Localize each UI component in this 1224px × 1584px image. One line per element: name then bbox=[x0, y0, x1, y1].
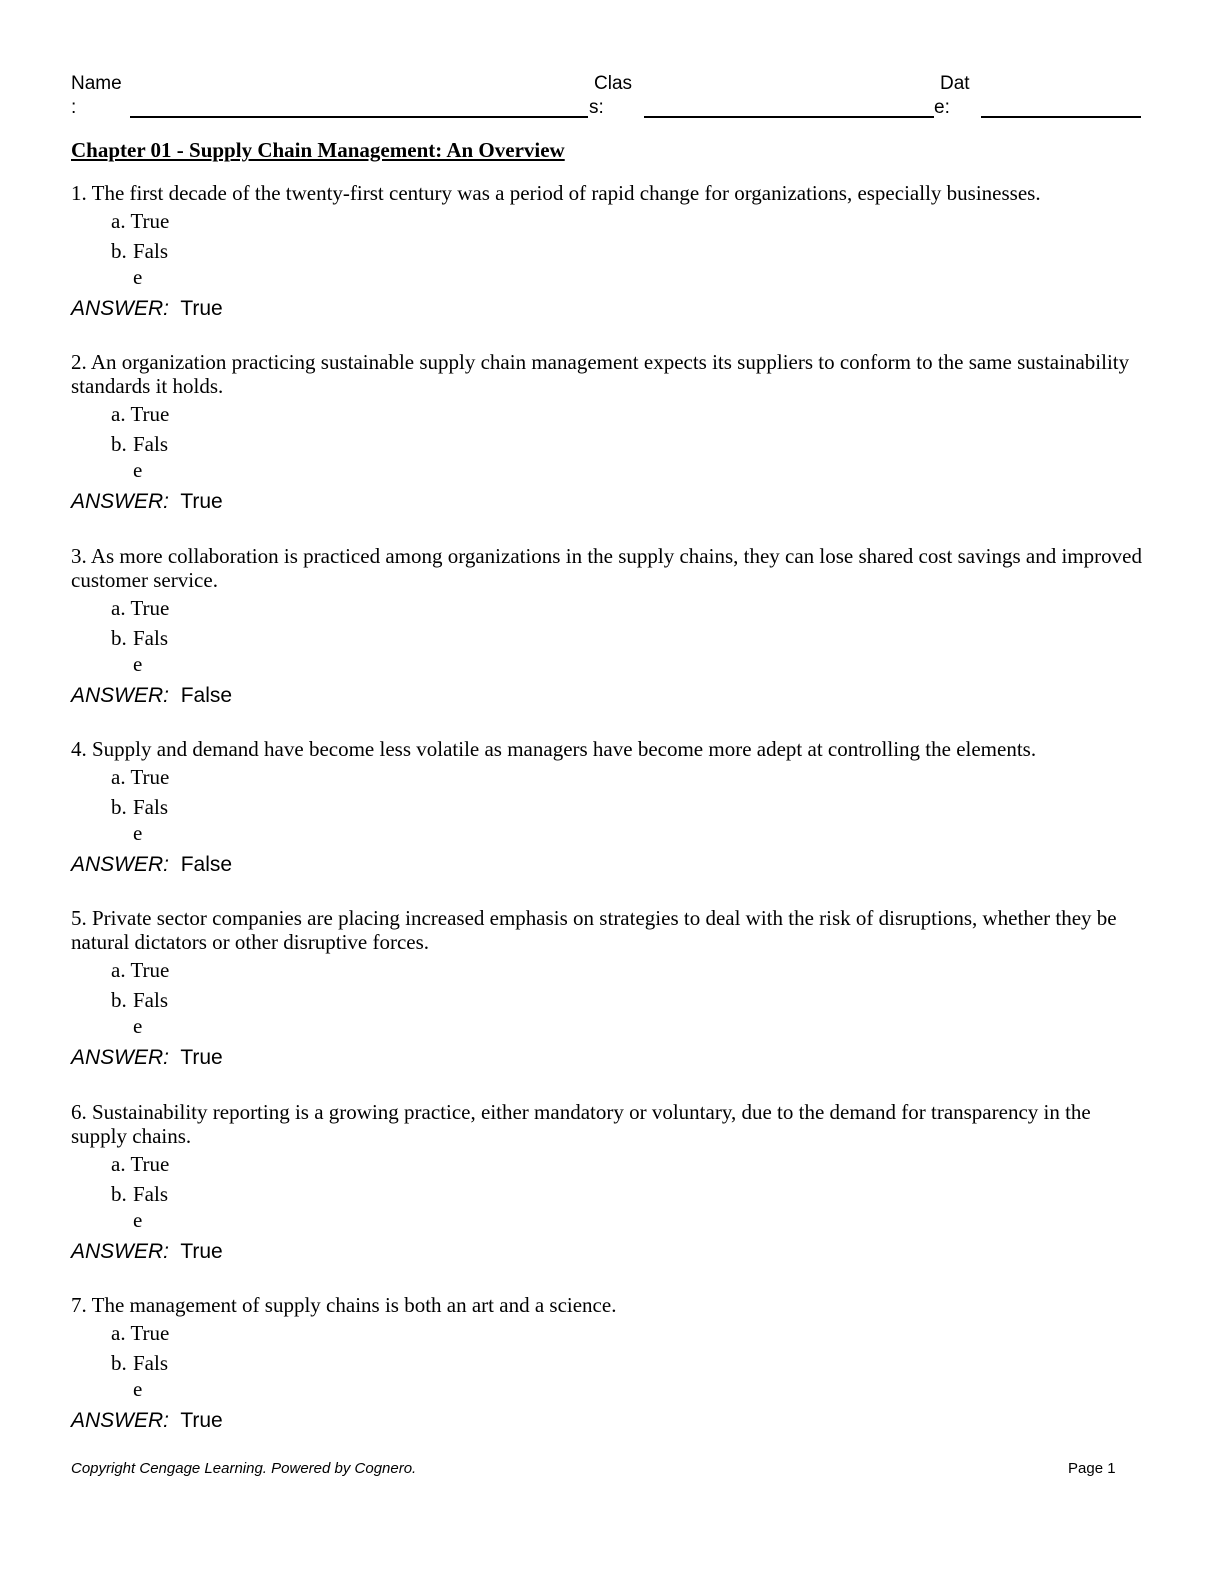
answer-value: True bbox=[180, 297, 223, 320]
option-a: a. True bbox=[111, 1152, 170, 1176]
question-text: 1. The first decade of the twenty-first century was a period of rapid change for organizations, especially businesses. bbox=[71, 181, 1041, 205]
question-text: 4. Supply and demand have become less volatile as managers have become more adept at controlling the elements. bbox=[71, 737, 1037, 761]
footer-page-number: Page 1 bbox=[1068, 1460, 1116, 1477]
answer-label: ANSWER: bbox=[71, 1046, 170, 1069]
option-letter: b. bbox=[111, 1182, 127, 1206]
option-text-part2: e bbox=[133, 821, 143, 845]
option-a: a. True bbox=[111, 596, 170, 620]
option-text-part1: Fals bbox=[133, 1182, 169, 1206]
question-6 bbox=[71, 1100, 1146, 1264]
option-letter: b. bbox=[111, 795, 127, 819]
question-7 bbox=[71, 1293, 1146, 1433]
answer bbox=[71, 853, 1146, 877]
answer-value: False bbox=[180, 684, 233, 707]
answer-label: ANSWER: bbox=[71, 1240, 170, 1263]
option-letter: b. bbox=[111, 239, 127, 263]
answer bbox=[71, 1409, 1146, 1433]
option-a: a. True bbox=[111, 765, 170, 789]
option-b bbox=[111, 1351, 1146, 1409]
question-4 bbox=[71, 737, 1146, 877]
question-text: 3. As more collaboration is practiced among organizations in the supply chains, they can lose shared cost savings and improved customer service. bbox=[71, 544, 1142, 592]
option-letter: b. bbox=[111, 432, 127, 456]
name-label: Name bbox=[71, 73, 122, 94]
question-1 bbox=[71, 181, 1146, 321]
class-label-suffix: s: bbox=[589, 97, 604, 118]
option-text-part2: e bbox=[133, 458, 143, 482]
option-text-part1: Fals bbox=[133, 626, 169, 650]
answer-label: ANSWER: bbox=[71, 684, 170, 707]
answer-label: ANSWER: bbox=[71, 490, 170, 513]
option-letter: b. bbox=[111, 1351, 127, 1375]
option-a: a. True bbox=[111, 958, 170, 982]
option-letter: b. bbox=[111, 988, 127, 1012]
footer-copyright: Copyright Cengage Learning. Powered by Cognero. bbox=[71, 1460, 417, 1477]
option-text-part2: e bbox=[133, 1208, 143, 1232]
answer-value: True bbox=[180, 1409, 223, 1432]
answer-value: False bbox=[180, 853, 233, 876]
answer-value: True bbox=[180, 490, 223, 513]
question-text: 7. The management of supply chains is both an art and a science. bbox=[71, 1293, 617, 1317]
question-5 bbox=[71, 906, 1146, 1070]
option-text-part2: e bbox=[133, 652, 143, 676]
class-input-line[interactable] bbox=[644, 116, 934, 118]
option-b bbox=[111, 988, 1146, 1046]
option-text-part1: Fals bbox=[133, 1351, 169, 1375]
answer bbox=[71, 1240, 1146, 1264]
option-b bbox=[111, 1182, 1146, 1240]
option-b bbox=[111, 795, 1146, 853]
option-text-part1: Fals bbox=[133, 432, 169, 456]
question-text: 6. Sustainability reporting is a growing practice, either mandatory or voluntary, due to the demand for transparency in the supply chains. bbox=[71, 1100, 1091, 1148]
chapter-title: Chapter 01 - Supply Chain Management: An Overview bbox=[71, 138, 565, 162]
answer bbox=[71, 490, 1146, 514]
answer bbox=[71, 684, 1146, 708]
option-b bbox=[111, 239, 1146, 297]
option-text-part1: Fals bbox=[133, 239, 169, 263]
answer-label: ANSWER: bbox=[71, 1409, 170, 1432]
option-letter: b. bbox=[111, 626, 127, 650]
option-a: a. True bbox=[111, 402, 170, 426]
answer bbox=[71, 1046, 1146, 1070]
answer-label: ANSWER: bbox=[71, 297, 170, 320]
answer-label: ANSWER: bbox=[71, 853, 170, 876]
date-input-line[interactable] bbox=[981, 116, 1141, 118]
option-a: a. True bbox=[111, 209, 170, 233]
name-input-line[interactable] bbox=[130, 116, 588, 118]
answer-value: True bbox=[180, 1240, 223, 1263]
option-text-part2: e bbox=[133, 265, 143, 289]
date-label: Dat bbox=[940, 73, 970, 94]
question-text: 2. An organization practicing sustainable supply chain management expects its suppliers to conform to the same sustainability standards it holds. bbox=[71, 350, 1130, 398]
name-label-colon: : bbox=[71, 97, 77, 118]
date-label-suffix: e: bbox=[934, 97, 950, 118]
option-text-part2: e bbox=[133, 1377, 143, 1401]
option-b bbox=[111, 432, 1146, 490]
option-a: a. True bbox=[111, 1321, 170, 1345]
question-text: 5. Private sector companies are placing increased emphasis on strategies to deal with the risk of disruptions, whether they be natural dictators or other disruptive forces. bbox=[71, 906, 1117, 954]
option-text-part1: Fals bbox=[133, 795, 169, 819]
answer-value: True bbox=[180, 1046, 223, 1069]
answer bbox=[71, 297, 1146, 321]
question-2 bbox=[71, 350, 1146, 514]
option-text-part1: Fals bbox=[133, 988, 169, 1012]
option-b bbox=[111, 626, 1146, 684]
option-text-part2: e bbox=[133, 1014, 143, 1038]
class-label: Clas bbox=[594, 73, 633, 94]
question-3 bbox=[71, 544, 1146, 708]
